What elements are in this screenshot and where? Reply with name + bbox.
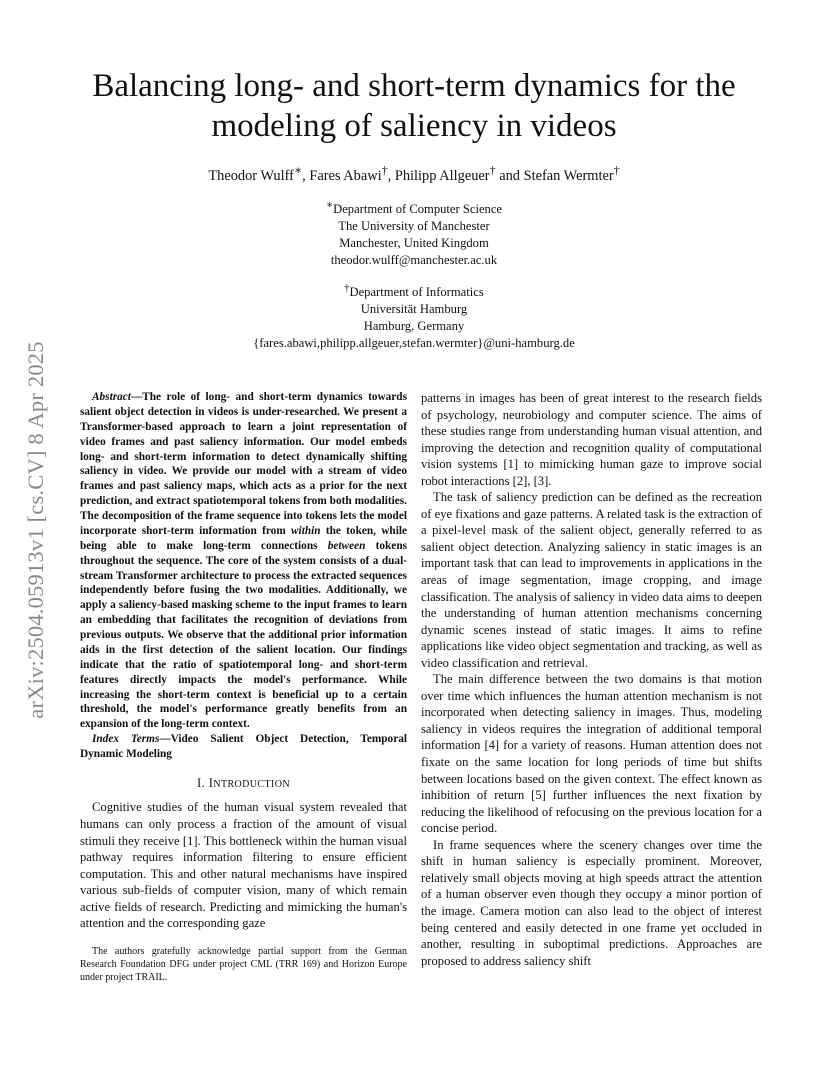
- author-name: Philipp Allgeuer: [394, 167, 490, 184]
- abstract: [80, 390, 407, 732]
- body-paragraph: In frame sequences where the scenery changes over time the shift in human saliency is especially prominent. Moreover, relatively small objects moving at high speeds attract the attention of a human observer even though they occupy a minor portion of the image. Camera motion can also lead to the object of interest being centered and easily detected in one frame yet occluded in another, resulting in suboptimal predictions. Approaches are proposed to address saliency shift: [421, 837, 762, 968]
- section-title-initial: I: [208, 775, 214, 790]
- abstract-text: The role of long- and short-term dynamics towards salient object detection in videos is under-researched. We present a Transformer-based approach to learn a joint representation of video frames and past saliency information. Our model embeds long- and short-term information to detect dynamically shifting saliency in video. We provide our model with a stream of video frames and past saliency maps, which acts as a prior for the next prediction, and extract spatiotemporal tokens from both modalities. The decomposition of the frame sequence into tokens lets the model incorporate short-term information from: [80, 391, 407, 537]
- index-terms-text: Video Salient Object Detection, Temporal Dynamic Modeling: [80, 733, 407, 760]
- section-title-rest: NTRODUCTION: [213, 778, 290, 790]
- author-separator: ,: [302, 167, 310, 184]
- author-name: Stefan Wermter: [523, 167, 614, 184]
- affiliation-organization: Universität Hamburg: [360, 301, 468, 316]
- section-number: I.: [197, 775, 206, 790]
- author-name: Theodor Wulff: [208, 167, 294, 184]
- abstract-label: Abstract: [92, 391, 131, 403]
- index-terms-label: Index Terms: [92, 733, 160, 746]
- body-paragraph: The main difference between the two domains is that motion over time which influences the human attention mechanism is not incorporated when detecting saliency in images. Thus, modeling saliency in videos requires the integration of additional temporal information [4] for a variety of reasons. Human attention does not fixate on the same location for long periods of time but shifts between locations based on the given context. The effect known as inhibition of return [5] further influences the next fixation by reducing the likelihood of refocusing on the previous location for a concise period.: [421, 672, 762, 836]
- title-line-1: Balancing long- and short-term dynamics for the: [92, 68, 736, 104]
- affiliation-organization: The University of Manchester: [338, 218, 490, 233]
- affiliation-mark: †: [344, 283, 350, 294]
- abstract-text: tokens throughout the sequence. The core of the system consists of a dual-stream Transformer architecture to process the extracted sequences independently before fusing the two modalities. Additionally, we apply a saliency-based masking scheme to the input frames to learn an embedding that facilitates the recognition of deviations from previous outputs. We observe that the additional prior information aids in the first detection of the salient location. Our findings indicate that the ratio of spatiotemporal long- and short-term features directly impacts the model's performance. While increasing the short-term context is beneficial up to a certain threshold, the model's performance greatly benefits from an expansion of the long-term context.: [80, 539, 408, 731]
- index-terms-dash: —: [159, 733, 171, 746]
- author-list: [60, 163, 768, 185]
- author-mark: †: [489, 163, 496, 177]
- body-paragraph: The task of saliency prediction can be defined as the recreation of eye fixations and gaze patterns. A related task is the extraction of a pixel-level mask of the salient object, generally referred to as salient object detection. Analyzing saliency in static images is an important task that can lead to improvements in applications in the areas of image segmentation, image cropping, and image classification. The analysis of saliency in video data aims to deepen the understanding of human attention mechanisms concerning dynamic scenes instead of static images. It aims to refine applications like video object segmentation and tracking, as well as video classification and retrieval.: [421, 490, 762, 670]
- title-line-2: modeling of saliency in videos: [211, 108, 617, 144]
- affiliation-department: Department of Informatics: [349, 285, 484, 300]
- footnote: The authors gratefully acknowledge partial support from the German Research Foundation DFG under project CML (TRR 169) and Horizon Europe under project TRAIL.: [80, 946, 407, 983]
- body-paragraph: patterns in images has been of great interest to the research fields of psychology, neurobiology and computer science. The aims of these studies range from understanding human visual attention, and improving the detection and recognition quality of computational vision systems [1] to mimicking human gaze to improve social robot interactions [2], [3].: [421, 391, 762, 488]
- author-separator: and: [495, 167, 524, 184]
- left-column: [80, 390, 407, 932]
- paper-title: [60, 66, 768, 146]
- index-terms: [80, 732, 407, 762]
- arxiv-stamp-text: arXiv:2504.05913v1 [cs.CV] 8 Apr 2025: [23, 341, 48, 719]
- arxiv-stamp: [14, 300, 58, 760]
- author-name: Fares Abawi: [309, 167, 382, 184]
- abstract-text: the token, while being able to make long-term connections: [80, 524, 407, 552]
- affiliation-hamburg: [160, 281, 668, 351]
- affiliation-department: Department of Computer Science: [333, 202, 503, 217]
- right-column: [421, 390, 762, 969]
- affiliation-city: Manchester, United Kingdom: [339, 235, 489, 250]
- author-mark: †: [381, 163, 388, 177]
- author-mark: ∗: [293, 163, 303, 177]
- author-mark: †: [613, 163, 620, 177]
- abstract-dash: —: [130, 391, 143, 403]
- abstract-emphasis: between: [327, 539, 366, 552]
- section-heading-introduction: [80, 775, 407, 794]
- author-separator: ,: [387, 167, 395, 184]
- body-paragraph: Cognitive studies of the human visual system revealed that humans can only process a fraction of the amount of visual stimuli they receive [1]. This bottleneck within the human visual pathway requires information filtering to ensure efficient computation. This and other natural mechanisms have inspired various sub-fields of computer vision, many of which remain active fields of research. Predicting and mimicking the human's attention and the corresponding gaze: [80, 800, 407, 931]
- affiliation-email: theodor.wulff@manchester.ac.uk: [330, 252, 498, 267]
- affiliation-city: Hamburg, Germany: [363, 318, 465, 333]
- abstract-emphasis: within: [291, 524, 321, 537]
- affiliation-mark: ∗: [325, 200, 334, 211]
- affiliation-email: {fares.abawi,philipp.allgeuer,stefan.wermter}@uni-hamburg.de: [253, 335, 575, 350]
- affiliation-manchester: [160, 198, 668, 268]
